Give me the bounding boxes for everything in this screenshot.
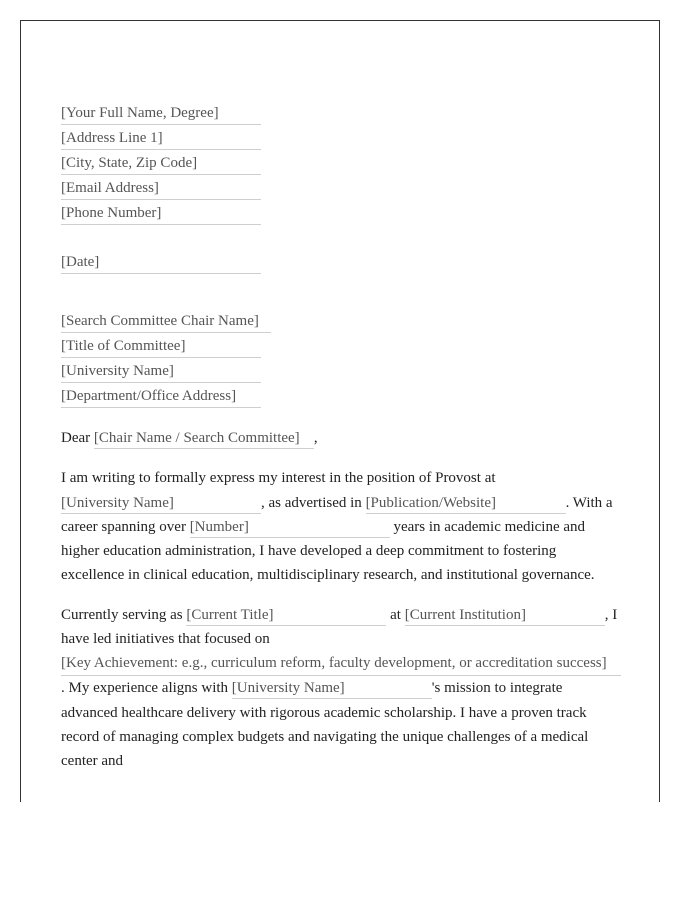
para1-years-field[interactable]: [Number] xyxy=(190,517,390,538)
letter-page xyxy=(20,20,660,802)
para2-text-1: Currently serving as xyxy=(61,606,187,623)
sender-phone-field[interactable]: [Phone Number] xyxy=(61,201,261,225)
recipient-chair-field[interactable]: [Search Committee Chair Name] xyxy=(61,309,271,333)
recipient-university-field[interactable]: [University Name] xyxy=(61,359,261,383)
sender-address-field[interactable]: [Address Line 1] xyxy=(61,126,261,150)
para1-text-4: years in academic medicine and higher education administration, I have developed a deep commitment to fostering excellence in clinical education, multidisciplinary research, and institutional governance. xyxy=(61,518,595,584)
sender-email-field[interactable]: [Email Address] xyxy=(61,176,261,200)
para1-text-2: , as advertised in xyxy=(261,494,366,511)
paragraph-intro xyxy=(61,466,619,587)
para2-university-field[interactable]: [University Name] xyxy=(232,678,432,699)
salutation-suffix: , xyxy=(313,430,318,446)
salutation xyxy=(61,426,619,450)
para2-title-field[interactable]: [Current Title] xyxy=(186,605,386,626)
para1-university-field[interactable]: [University Name] xyxy=(61,493,261,514)
para2-institution-field[interactable]: [Current Institution] xyxy=(405,605,605,626)
salutation-name-field[interactable]: [Chair Name / Search Committee] xyxy=(94,428,314,449)
para1-text-3: . With a career spanning over xyxy=(61,494,613,535)
para2-text-5: 's mission to integrate advanced healthcare delivery with rigorous academic scholarship. I have a proven track record of managing complex budgets and navigating the unique challenges of a medical center and xyxy=(61,680,589,770)
para2-text-3: , I have led initiatives that focused on xyxy=(61,606,618,648)
sender-name-field[interactable]: [Your Full Name, Degree] xyxy=(61,101,261,125)
para2-text-2: at xyxy=(386,606,405,623)
recipient-committee-field[interactable]: [Title of Committee] xyxy=(61,334,261,358)
sender-city-field[interactable]: [City, State, Zip Code] xyxy=(61,151,261,175)
recipient-address-field[interactable]: [Department/Office Address] xyxy=(61,384,261,408)
recipient-block xyxy=(61,309,619,408)
sender-block xyxy=(61,101,619,225)
para2-achievement-field[interactable]: [Key Achievement: e.g., curriculum reform, faculty development, or accreditation success] xyxy=(61,651,621,676)
salutation-prefix: Dear xyxy=(61,430,94,446)
paragraph-experience xyxy=(61,603,619,774)
para2-text-4: . My experience aligns with xyxy=(61,680,232,697)
para1-publication-field[interactable]: [Publication/Website] xyxy=(366,493,566,514)
para1-text-1: I am writing to formally express my interest in the position of Provost at xyxy=(61,470,496,487)
date-field[interactable]: [Date] xyxy=(61,250,261,274)
